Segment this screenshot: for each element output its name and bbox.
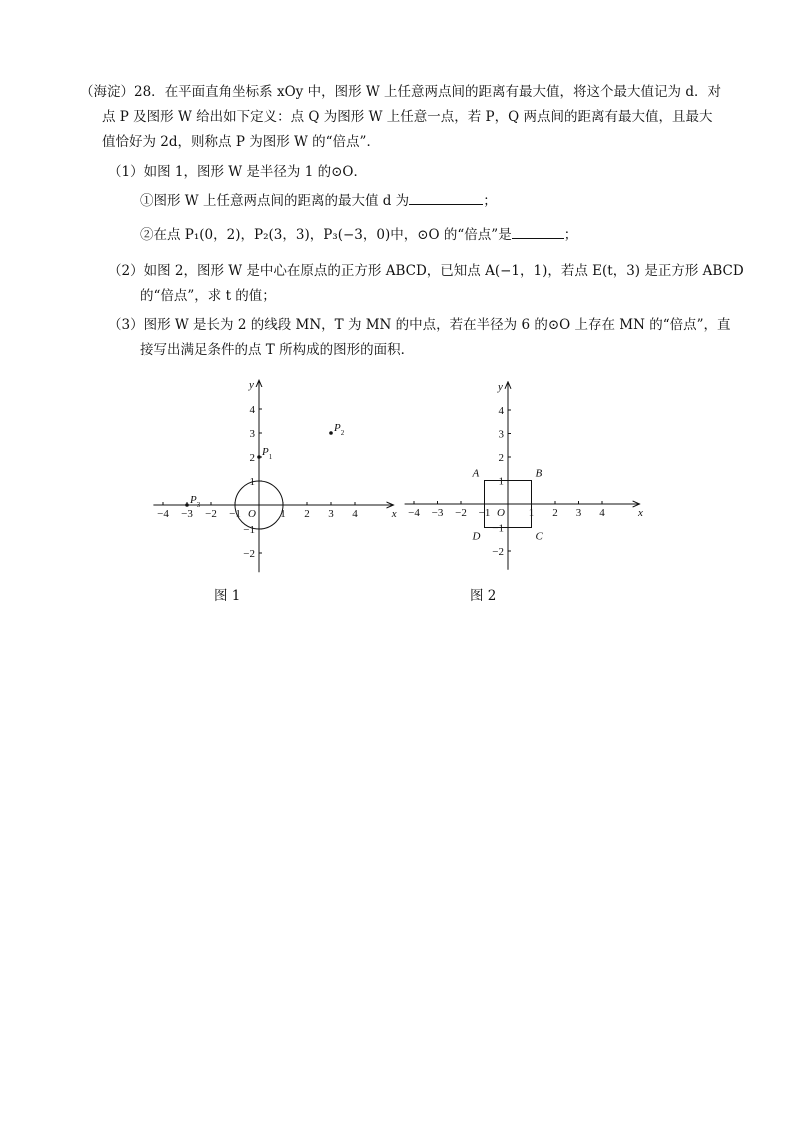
problem-number: 28． (134, 84, 165, 100)
y-tick-label: 3 (249, 428, 255, 440)
vertex-label: D (472, 530, 481, 543)
y-tick-label: −2 (492, 546, 504, 558)
point-label: $P_2$ (334, 422, 345, 437)
point-marker (329, 431, 333, 435)
x-tick-label: −3 (181, 508, 193, 520)
x-tick-label: 4 (599, 507, 605, 519)
y-tick-label: 4 (498, 405, 504, 417)
y-axis-label: y (498, 380, 503, 393)
x-tick-label: −1 (229, 508, 241, 520)
point-label: $P_3$ (190, 494, 201, 509)
point-marker (185, 503, 189, 507)
y-tick-label: −1 (492, 522, 504, 535)
part1-q1-end: ； (483, 193, 497, 209)
problem-intro-1: 在平面直角坐标系 xOy 中，图形 W 上任意两点间的距离有最大值，将这个最大值记为 d．对 (164, 84, 721, 100)
figure-1-caption: 图 1 (214, 588, 241, 604)
y-tick-label: −2 (243, 548, 255, 560)
part2-line-1: （2）如图 2，图形 W 是中心在原点的正方形 ABCD，已知点 A(−1，1)，若点 E(t，3) 是正方形 ABCD (108, 263, 744, 279)
x-tick-label: −1 (478, 507, 491, 519)
point-label-subscript: 2 (340, 429, 345, 437)
x-tick-label: −2 (205, 508, 217, 520)
y-axis-label: y (249, 379, 254, 392)
y-tick-label: 4 (249, 404, 255, 416)
x-axis-label: x (391, 508, 397, 520)
point-marker (257, 455, 261, 459)
part1-q2-end: ； (563, 227, 578, 243)
part1-heading: （1）如图 1，图形 W 是半径为 1 的⊙O． (108, 164, 367, 180)
x-tick-label: 3 (575, 507, 582, 519)
y-tick-label: 3 (498, 428, 504, 441)
x-tick-label: 1 (528, 507, 535, 519)
figure-1-coordinate-plane (155, 377, 395, 577)
x-tick-label: 2 (304, 508, 310, 520)
part1-question-2 (140, 225, 577, 244)
vertex-label: B (535, 467, 543, 480)
x-tick-label: −2 (455, 507, 467, 519)
part1-q2-text: ②在点 P₁(0，2)，P₂(3，3)，P₃(−3，0)中，⊙O 的“倍点”是 (140, 227, 512, 243)
y-tick-label: −1 (243, 524, 255, 536)
part1-question-1 (140, 191, 497, 210)
x-tick-label: 3 (328, 508, 334, 520)
point-label: $P_1$ (262, 446, 273, 461)
part3-line-1: （3）图形 W 是长为 2 的线段 MN，T 为 MN 的中点，若在半径为 6 的⊙O 上存在 MN 的“倍点”，直 (108, 317, 731, 333)
y-tick-label: 1 (498, 475, 504, 488)
answer-blank-2[interactable] (512, 225, 564, 239)
problem-intro-2: 点 P 及图形 W 给出如下定义：点 Q 为图形 W 上任意一点，若 P，Q 两点间的距离有最大值，且最大 (102, 109, 713, 125)
answer-blank-1[interactable] (409, 191, 483, 205)
x-tick-label: 4 (352, 508, 358, 520)
x-tick-label: −4 (157, 508, 169, 520)
part2-line-2: 的“倍点”，求 t 的值； (140, 288, 276, 304)
x-tick-label: 1 (280, 508, 286, 520)
figure-2-coordinate-plane (402, 377, 642, 577)
point-label-subscript: 3 (196, 501, 201, 509)
vertex-label: C (535, 530, 543, 543)
vertex-label: A (472, 467, 480, 480)
y-tick-label: 1 (249, 476, 255, 488)
figure-1-graph (153, 379, 396, 572)
problem-line-1 (80, 83, 721, 101)
y-tick-label: 2 (498, 452, 504, 464)
point-label-subscript: 1 (268, 453, 273, 461)
problem-intro-3: 值恰好为 2d，则称点 P 为图形 W 的“倍点”． (102, 134, 380, 150)
x-tick-label: −4 (408, 507, 420, 519)
origin-label: O (248, 508, 256, 520)
figure-2-caption: 图 2 (470, 588, 497, 604)
figure-2-graph (405, 381, 643, 570)
origin-label: O (497, 507, 505, 519)
part1-q1-text: ①图形 W 上任意两点间的距离的最大值 d 为 (140, 193, 410, 209)
problem-source: （海淀） (80, 84, 134, 100)
x-tick-label: −3 (431, 507, 444, 519)
y-tick-label: 2 (249, 452, 255, 464)
x-tick-label: 2 (552, 507, 558, 519)
x-axis-label: x (637, 507, 643, 519)
part3-line-2: 接写出满足条件的点 T 所构成的图形的面积． (140, 342, 415, 358)
